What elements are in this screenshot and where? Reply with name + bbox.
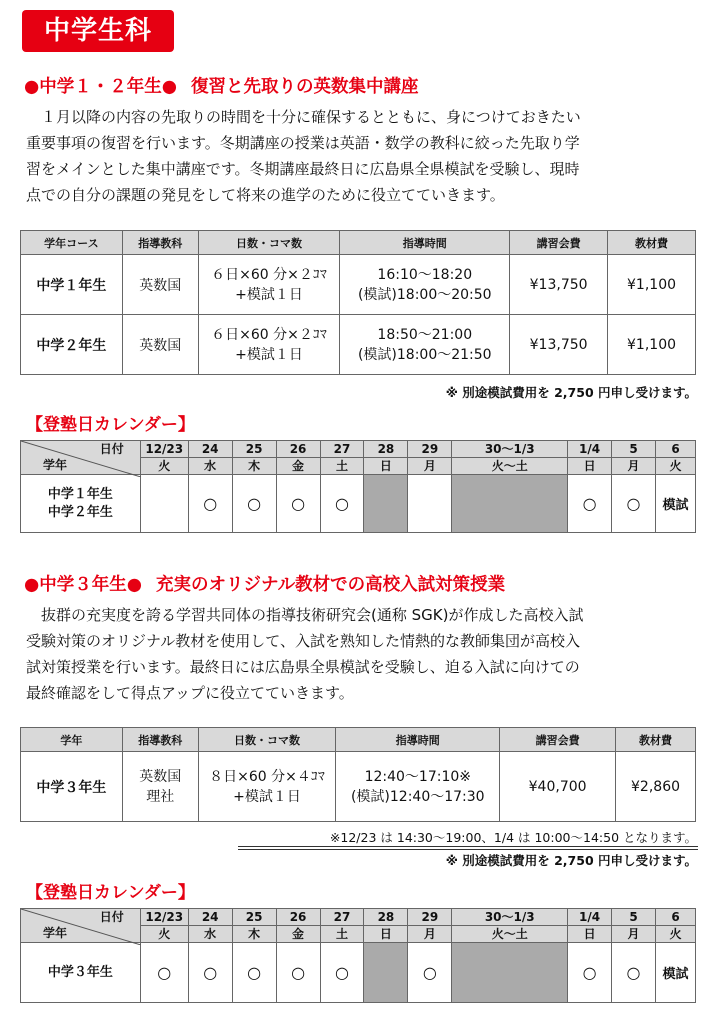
section1-heading: [24, 73, 419, 98]
subject-cell: 英数国: [122, 255, 198, 315]
calendar-date: 30～1/3: [452, 909, 568, 926]
date-axis-label: 日付: [99, 442, 124, 456]
col-header: 教材費: [608, 231, 696, 255]
fee-cell: ¥13,750: [510, 315, 608, 375]
calendar-cell: ○: [320, 475, 364, 533]
calendar-weekday: 日: [568, 458, 612, 475]
section2-heading: [24, 571, 505, 596]
time-line: 18:50～21:00: [377, 326, 473, 343]
calendar-weekday: 月: [612, 926, 656, 943]
calendar-date: 12/23: [140, 909, 188, 926]
calendar-date: 1/4: [568, 909, 612, 926]
calendar-weekday: 日: [568, 926, 612, 943]
calendar-weekday: 木: [232, 458, 276, 475]
time-line: (模試)18:00～21:50: [357, 346, 492, 363]
material-cell: ¥1,100: [608, 315, 696, 375]
time-line: 16:10～18:20: [377, 266, 473, 283]
table-header-row: [21, 231, 696, 255]
calendar-closed-cell: [452, 943, 568, 1003]
days-line: ６日×60 分×２ｺﾏ: [211, 266, 327, 283]
table-row: [21, 255, 696, 315]
calendar-date: 25: [232, 909, 276, 926]
paragraph-line: 最終確認をして得点アップに役立てていきます。: [26, 684, 354, 702]
material-cell: ¥1,100: [608, 255, 696, 315]
section1-exam-fee-note: ※ 別途模試費用を 2,750 円申し受けます。: [445, 385, 697, 400]
calendar-exam-cell: 模試: [655, 943, 695, 1003]
section1-course-table: [20, 230, 696, 375]
days-line: +模試１日: [233, 788, 301, 805]
time-cell: [340, 255, 510, 315]
calendar-closed-cell: [364, 475, 408, 533]
calendar-cell: ○: [188, 475, 232, 533]
fee-cell: ¥13,750: [510, 255, 608, 315]
calendar-weekday: 金: [276, 458, 320, 475]
paragraph-line: 点での自分の課題の発見をして将来の進学のために役立てていきます。: [26, 186, 505, 204]
section1-paragraph: [26, 104, 716, 208]
col-header: 学年: [21, 728, 123, 752]
section2-schedule-note: ※12/23 は 14:30～19:00、1/4 は 10:00～14:50 となります。: [329, 830, 697, 845]
calendar-cell: ○: [232, 475, 276, 533]
course-cell: 中学１年生: [21, 255, 123, 315]
calendar-date: 27: [320, 441, 364, 458]
calendar-row-label: 中学３年生: [21, 943, 141, 1003]
col-header: 日数・コマ数: [198, 728, 336, 752]
time-cell: [336, 752, 500, 822]
calendar-weekday: 水: [188, 458, 232, 475]
section1-calendar-table: [20, 440, 696, 533]
calendar-cell: ○: [276, 475, 320, 533]
days-line: +模試１日: [235, 286, 303, 303]
days-line: ６日×60 分×２ｺﾏ: [211, 326, 327, 343]
time-line: (模試)18:00～20:50: [357, 286, 492, 303]
paragraph-line: 重要事項の復習を行います。冬期講座の授業は英語・数学の教科に絞った先取り学: [26, 134, 580, 152]
table-row: [21, 315, 696, 375]
grade-axis-label: 学年: [43, 926, 68, 940]
calendar-weekday: 火: [655, 458, 695, 475]
section2-course-table: [20, 727, 696, 822]
calendar-weekday: 土: [320, 926, 364, 943]
calendar-weekday: 火: [655, 926, 695, 943]
calendar-cell: ○: [568, 943, 612, 1003]
col-header: 指導時間: [340, 231, 510, 255]
section1-calendar-heading: 【登塾日カレンダー】: [26, 415, 195, 435]
days-cell: [198, 255, 340, 315]
calendar-date: 6: [655, 441, 695, 458]
calendar-date: 28: [364, 441, 408, 458]
calendar-cell: ○: [276, 943, 320, 1003]
section1-heading-grade: ●中学１・２年生●: [24, 77, 178, 97]
time-cell: [340, 315, 510, 375]
calendar-date: 5: [612, 909, 656, 926]
subject-cell: [122, 752, 198, 822]
calendar-weekday: 火: [140, 926, 188, 943]
calendar-attendance-row: [21, 475, 696, 533]
calendar-cell: ○: [140, 943, 188, 1003]
subject-line: 理社: [146, 788, 175, 805]
material-cell: ¥2,860: [616, 752, 696, 822]
calendar-weekday: 日: [364, 926, 408, 943]
calendar-weekday: 水: [188, 926, 232, 943]
calendar-date-row: [21, 441, 696, 458]
calendar-date: 24: [188, 441, 232, 458]
paragraph-line: １月以降の内容の先取りの時間を十分に確保するとともに、身につけておきたい: [26, 108, 581, 126]
section1-heading-title: 復習と先取りの英数集中講座: [191, 77, 419, 97]
fee-cell: ¥40,700: [500, 752, 616, 822]
calendar-cell: ○: [568, 475, 612, 533]
calendar-date: 24: [188, 909, 232, 926]
days-line: ８日×60 分×４ｺﾏ: [209, 768, 325, 785]
days-cell: [198, 315, 340, 375]
calendar-weekday: 月: [408, 458, 452, 475]
section2-calendar-table: [20, 908, 696, 1003]
calendar-weekday: 木: [232, 926, 276, 943]
subject-line: 英数国: [139, 768, 182, 785]
table-row: [21, 752, 696, 822]
calendar-date: 25: [232, 441, 276, 458]
calendar-closed-cell: [452, 475, 568, 533]
calendar-cell: ○: [612, 475, 656, 533]
paragraph-line: 受験対策のオリジナル教材を使用して、入試を熟知した情熱的な教師集団が高校入: [26, 632, 580, 650]
calendar-closed-cell: [364, 943, 408, 1003]
calendar-date: 1/4: [568, 441, 612, 458]
calendar-date: 26: [276, 441, 320, 458]
date-axis-label: 日付: [99, 910, 124, 924]
calendar-date: 6: [655, 909, 695, 926]
paragraph-line: 抜群の充実度を誇る学習共同体の指導技術研究会(通称 SGK)が作成した高校入試: [26, 606, 584, 624]
calendar-weekday: 月: [408, 926, 452, 943]
calendar-date: 27: [320, 909, 364, 926]
section2-paragraph: [26, 602, 716, 706]
col-header: 日数・コマ数: [198, 231, 340, 255]
calendar-exam-cell: 模試: [655, 475, 695, 533]
col-header: 教材費: [616, 728, 696, 752]
calendar-date: 26: [276, 909, 320, 926]
calendar-cell: ○: [232, 943, 276, 1003]
page-title: 中学生科: [22, 10, 174, 52]
calendar-date: 28: [364, 909, 408, 926]
paragraph-line: 試対策授業を行います。最終日には広島県全県模試を受験し、迫る入試に向けての: [26, 658, 580, 676]
calendar-weekday: 火～土: [452, 926, 568, 943]
calendar-weekday: 月: [612, 458, 656, 475]
time-line: (模試)12:40～17:30: [350, 788, 485, 805]
calendar-date: 5: [612, 441, 656, 458]
time-line: 12:40～17:10※: [364, 768, 471, 785]
grade-label: 中学２年生: [47, 504, 113, 520]
col-header: 指導時間: [336, 728, 500, 752]
calendar-weekday: 日: [364, 458, 408, 475]
calendar-cell: ○: [320, 943, 364, 1003]
calendar-weekday: 火～土: [452, 458, 568, 475]
col-header: 指導教科: [122, 231, 198, 255]
course-cell: 中学２年生: [21, 315, 123, 375]
course-cell: 中学３年生: [21, 752, 123, 822]
col-header: 学年コース: [21, 231, 123, 255]
grade-label: 中学１年生: [47, 486, 113, 502]
calendar-date: 29: [408, 441, 452, 458]
calendar-date-row: [21, 909, 696, 926]
subject-cell: 英数国: [122, 315, 198, 375]
calendar-weekday: 金: [276, 926, 320, 943]
calendar-corner-cell: [21, 441, 141, 475]
calendar-cell: ○: [612, 943, 656, 1003]
calendar-weekday: 土: [320, 458, 364, 475]
calendar-cell: ○: [188, 943, 232, 1003]
section2-calendar-heading: 【登塾日カレンダー】: [26, 883, 195, 903]
section2-heading-grade: ●中学３年生●: [24, 575, 143, 595]
calendar-weekday: 火: [140, 458, 188, 475]
calendar-cell: [408, 475, 452, 533]
section2-exam-fee-note: ※ 別途模試費用を 2,750 円申し受けます。: [445, 853, 697, 868]
section2-heading-title: 充実のオリジナル教材での高校入試対策授業: [156, 575, 506, 595]
col-header: 講習会費: [500, 728, 616, 752]
calendar-corner-cell: [21, 909, 141, 943]
calendar-date: 29: [408, 909, 452, 926]
col-header: 講習会費: [510, 231, 608, 255]
calendar-attendance-row: [21, 943, 696, 1003]
calendar-cell: ○: [408, 943, 452, 1003]
grade-axis-label: 学年: [43, 458, 68, 472]
calendar-row-label: [21, 475, 141, 533]
calendar-cell: [140, 475, 188, 533]
table-header-row: [21, 728, 696, 752]
days-line: +模試１日: [235, 346, 303, 363]
double-rule: [238, 846, 698, 850]
col-header: 指導教科: [122, 728, 198, 752]
days-cell: [198, 752, 336, 822]
calendar-date: 30～1/3: [452, 441, 568, 458]
paragraph-line: 習をメインとした集中講座です。冬期講座最終日に広島県全県模試を受験し、現時: [26, 160, 580, 178]
calendar-date: 12/23: [140, 441, 188, 458]
